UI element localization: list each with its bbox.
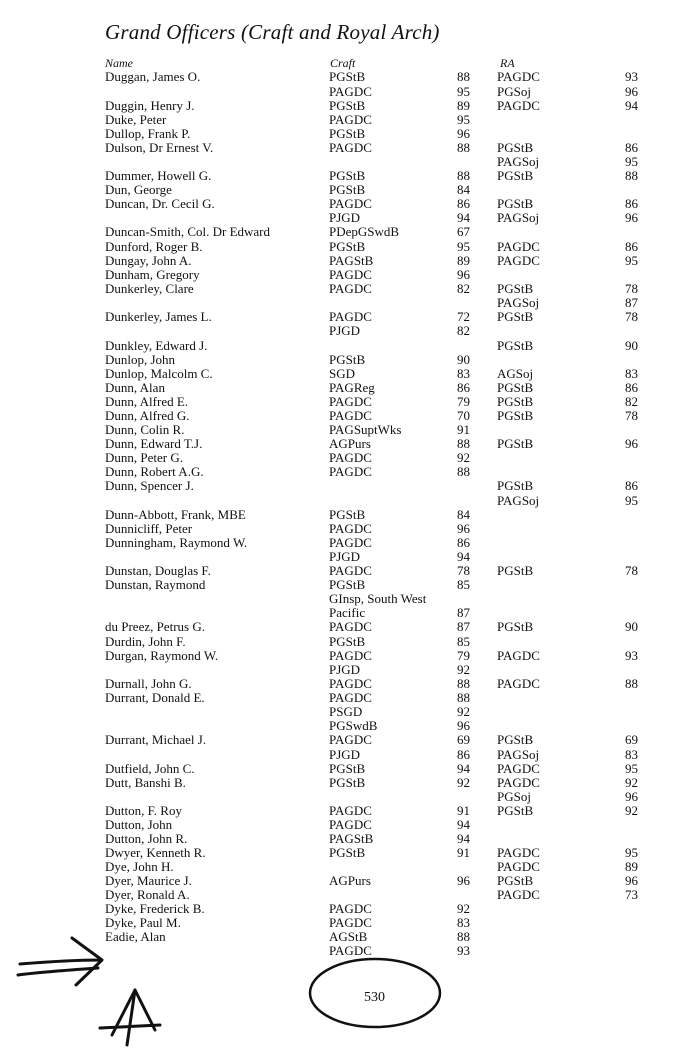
craft-rank: PAGDC bbox=[329, 450, 372, 465]
officer-name: Durdin, John F. bbox=[105, 634, 186, 649]
ra-year: 95 bbox=[625, 493, 638, 508]
craft-year: 91 bbox=[457, 845, 470, 860]
craft-rank: PAGSuptWks bbox=[329, 422, 402, 437]
officer-name: Dyke, Paul M. bbox=[105, 915, 181, 930]
ra-year: 95 bbox=[625, 845, 638, 860]
ra-year: 82 bbox=[625, 394, 638, 409]
craft-year: 95 bbox=[457, 239, 470, 254]
officer-name: Dye, John H. bbox=[105, 859, 174, 874]
craft-year: 91 bbox=[457, 422, 470, 437]
craft-year: 88 bbox=[457, 690, 470, 705]
officer-name: Dutt, Banshi B. bbox=[105, 775, 186, 790]
ra-year: 69 bbox=[625, 732, 638, 747]
ra-rank: PAGDC bbox=[497, 69, 540, 84]
ra-rank: PGStB bbox=[497, 619, 534, 634]
craft-rank: PAGDC bbox=[329, 803, 372, 818]
craft-rank: PGStB bbox=[329, 507, 366, 522]
officer-name: du Preez, Petrus G. bbox=[105, 619, 206, 634]
officer-name: Eadie, Alan bbox=[105, 929, 166, 944]
craft-rank: PAGDC bbox=[329, 648, 372, 663]
craft-year: 96 bbox=[457, 267, 470, 282]
ra-year: 86 bbox=[625, 239, 638, 254]
officer-name: Dyke, Frederick B. bbox=[105, 901, 205, 916]
ra-year: 96 bbox=[625, 210, 638, 225]
officer-name: Dyer, Maurice J. bbox=[105, 873, 192, 888]
officer-name: Dullop, Frank P. bbox=[105, 126, 191, 141]
craft-year: 93 bbox=[457, 943, 470, 958]
craft-rank: PAGDC bbox=[329, 732, 372, 747]
craft-year: 88 bbox=[457, 436, 470, 451]
ra-year: 86 bbox=[625, 380, 638, 395]
ra-year: 88 bbox=[625, 676, 638, 691]
officer-name: Dunstan, Raymond bbox=[105, 577, 206, 592]
craft-year: 95 bbox=[457, 112, 470, 127]
craft-year: 94 bbox=[457, 831, 470, 846]
craft-rank: PGStB bbox=[329, 182, 366, 197]
craft-rank: PAGDC bbox=[329, 943, 372, 958]
craft-rank: PAGDC bbox=[329, 915, 372, 930]
ra-year: 88 bbox=[625, 168, 638, 183]
ra-year: 92 bbox=[625, 803, 638, 818]
officer-name: Dunnicliff, Peter bbox=[105, 521, 193, 536]
page-title: Grand Officers (Craft and Royal Arch) bbox=[105, 20, 440, 44]
ra-rank: PGSoj bbox=[497, 84, 531, 99]
craft-rank: PGStB bbox=[329, 69, 366, 84]
craft-rank: PAGDC bbox=[329, 408, 372, 423]
craft-year: 88 bbox=[457, 168, 470, 183]
craft-year: 83 bbox=[457, 915, 470, 930]
ra-rank: PAGDC bbox=[497, 859, 540, 874]
officer-name: Dunkley, Edward J. bbox=[105, 338, 208, 353]
ra-year: 96 bbox=[625, 84, 638, 99]
craft-year: 78 bbox=[457, 563, 470, 578]
officer-name: Duke, Peter bbox=[105, 112, 167, 127]
ra-rank: PAGDC bbox=[497, 887, 540, 902]
craft-year: 92 bbox=[457, 662, 470, 677]
ra-year: 96 bbox=[625, 436, 638, 451]
craft-year: 85 bbox=[457, 634, 470, 649]
craft-rank: PAGDC bbox=[329, 521, 372, 536]
craft-year: 67 bbox=[457, 224, 470, 239]
craft-rank: SGD bbox=[329, 366, 356, 381]
craft-year: 70 bbox=[457, 408, 470, 423]
craft-rank: PGStB bbox=[329, 98, 366, 113]
officer-name: Dunn, Alfred G. bbox=[105, 408, 190, 423]
ra-rank: PGStB bbox=[497, 408, 534, 423]
craft-year: 88 bbox=[457, 676, 470, 691]
ra-column-header: RA bbox=[500, 56, 515, 70]
ra-year: 78 bbox=[625, 408, 638, 423]
craft-year: 96 bbox=[457, 521, 470, 536]
officer-name: Dunlop, John bbox=[105, 352, 176, 367]
ra-rank: PGStB bbox=[497, 168, 534, 183]
craft-year: 96 bbox=[457, 873, 470, 888]
craft-year: 86 bbox=[457, 380, 470, 395]
ra-rank: PGStB bbox=[497, 394, 534, 409]
craft-rank: AGPurs bbox=[329, 873, 371, 888]
craft-year: 96 bbox=[457, 718, 470, 733]
ra-rank: AGSoj bbox=[497, 366, 534, 381]
ra-rank: PAGSoj bbox=[497, 493, 540, 508]
ra-year: 83 bbox=[625, 747, 638, 762]
ra-year: 83 bbox=[625, 366, 638, 381]
craft-rank: PJGD bbox=[329, 210, 361, 225]
craft-year: 92 bbox=[457, 901, 470, 916]
ra-rank: PAGDC bbox=[497, 676, 540, 691]
ra-rank: PGStB bbox=[497, 873, 534, 888]
craft-rank: PSGD bbox=[329, 704, 363, 719]
officer-name: Dunkerley, Clare bbox=[105, 281, 194, 296]
craft-rank: PDepGSwdB bbox=[329, 224, 400, 239]
ra-rank: PAGDC bbox=[497, 775, 540, 790]
ra-year: 95 bbox=[625, 253, 638, 268]
officer-name: Dutton, John R. bbox=[105, 831, 188, 846]
ra-year: 86 bbox=[625, 478, 638, 493]
ra-rank: PGStB bbox=[497, 309, 534, 324]
craft-year: 87 bbox=[457, 619, 470, 634]
officer-name: Dungay, John A. bbox=[105, 253, 192, 268]
officer-name: Dunn, Peter G. bbox=[105, 450, 183, 465]
craft-year: 92 bbox=[457, 704, 470, 719]
craft-year: 94 bbox=[457, 761, 470, 776]
craft-rank: PAGDC bbox=[329, 112, 372, 127]
ra-rank: PAGSoj bbox=[497, 295, 540, 310]
craft-rank: PAGReg bbox=[329, 380, 375, 395]
craft-rank: PAGDC bbox=[329, 464, 372, 479]
craft-rank: PAGDC bbox=[329, 619, 372, 634]
craft-year: 94 bbox=[457, 210, 470, 225]
ra-year: 78 bbox=[625, 309, 638, 324]
craft-year: 82 bbox=[457, 281, 470, 296]
officer-name: Duggin, Henry J. bbox=[105, 98, 195, 113]
craft-rank: PAGStB bbox=[329, 831, 374, 846]
craft-rank: GInsp, South West bbox=[329, 591, 427, 606]
craft-year: 85 bbox=[457, 577, 470, 592]
craft-rank: PJGD bbox=[329, 549, 361, 564]
ra-rank: PAGSoj bbox=[497, 154, 540, 169]
ra-rank: PGStB bbox=[497, 140, 534, 155]
officer-name: Dunlop, Malcolm C. bbox=[105, 366, 213, 381]
ra-rank: PGStB bbox=[497, 436, 534, 451]
craft-year: 94 bbox=[457, 549, 470, 564]
craft-year: 87 bbox=[457, 605, 470, 620]
craft-rank: PJGD bbox=[329, 747, 361, 762]
officer-name: Duncan, Dr. Cecil G. bbox=[105, 196, 215, 211]
ra-rank: PGSoj bbox=[497, 789, 531, 804]
ra-rank: PAGDC bbox=[497, 98, 540, 113]
craft-rank: PAGDC bbox=[329, 267, 372, 282]
craft-year: 89 bbox=[457, 98, 470, 113]
ra-rank: PAGDC bbox=[497, 761, 540, 776]
craft-year: 82 bbox=[457, 323, 470, 338]
officer-name: Dutton, F. Roy bbox=[105, 803, 182, 818]
officer-name: Dunn-Abbott, Frank, MBE bbox=[105, 507, 246, 522]
craft-year: 84 bbox=[457, 507, 470, 522]
officer-name: Dulson, Dr Ernest V. bbox=[105, 140, 214, 155]
ra-year: 89 bbox=[625, 859, 638, 874]
ra-year: 95 bbox=[625, 154, 638, 169]
ra-rank: PGStB bbox=[497, 380, 534, 395]
craft-rank: PJGD bbox=[329, 662, 361, 677]
craft-year: 86 bbox=[457, 535, 470, 550]
ra-rank: PGStB bbox=[497, 338, 534, 353]
craft-rank: PAGDC bbox=[329, 84, 372, 99]
craft-year: 96 bbox=[457, 126, 470, 141]
officer-name: Dunford, Roger B. bbox=[105, 239, 203, 254]
craft-year: 86 bbox=[457, 196, 470, 211]
ra-year: 73 bbox=[625, 887, 638, 902]
officer-name: Dunn, Edward T.J. bbox=[105, 436, 203, 451]
craft-year: 79 bbox=[457, 394, 470, 409]
ra-rank: PGStB bbox=[497, 281, 534, 296]
ra-year: 90 bbox=[625, 619, 638, 634]
officer-name: Dyer, Ronald A. bbox=[105, 887, 190, 902]
page-number-circle bbox=[310, 959, 440, 1027]
craft-year: 88 bbox=[457, 140, 470, 155]
craft-year: 88 bbox=[457, 69, 470, 84]
craft-rank: PAGDC bbox=[329, 309, 372, 324]
craft-rank: AGStB bbox=[329, 929, 368, 944]
craft-year: 92 bbox=[457, 450, 470, 465]
ra-year: 94 bbox=[625, 98, 638, 113]
officer-name: Dunn, Colin R. bbox=[105, 422, 185, 437]
craft-rank: PAGDC bbox=[329, 690, 372, 705]
craft-rank: PGStB bbox=[329, 577, 366, 592]
ra-rank: PGStB bbox=[497, 803, 534, 818]
symbol-mark bbox=[100, 990, 160, 1045]
craft-rank: PGStB bbox=[329, 775, 366, 790]
craft-year: 90 bbox=[457, 352, 470, 367]
craft-year: 84 bbox=[457, 182, 470, 197]
ra-rank: PAGDC bbox=[497, 239, 540, 254]
ra-year: 90 bbox=[625, 338, 638, 353]
officer-name: Durgan, Raymond W. bbox=[105, 648, 219, 663]
officer-name: Dwyer, Kenneth R. bbox=[105, 845, 206, 860]
ra-year: 78 bbox=[625, 563, 638, 578]
craft-rank: PGStB bbox=[329, 352, 366, 367]
officer-name: Dunkerley, James L. bbox=[105, 309, 212, 324]
craft-column-header: Craft bbox=[330, 56, 356, 70]
craft-rank: PAGDC bbox=[329, 281, 372, 296]
craft-rank: PAGDC bbox=[329, 817, 372, 832]
ra-rank: PAGSoj bbox=[497, 210, 540, 225]
craft-year: 69 bbox=[457, 732, 470, 747]
officer-name: Dunn, Alan bbox=[105, 380, 165, 395]
craft-year: 79 bbox=[457, 648, 470, 663]
craft-year: 88 bbox=[457, 464, 470, 479]
ra-year: 93 bbox=[625, 648, 638, 663]
ra-rank: PGStB bbox=[497, 196, 534, 211]
officer-name: Dunham, Gregory bbox=[105, 267, 200, 282]
ra-rank: PAGDC bbox=[497, 648, 540, 663]
craft-year: 91 bbox=[457, 803, 470, 818]
officer-name: Dutton, John bbox=[105, 817, 173, 832]
officer-name: Dunn, Robert A.G. bbox=[105, 464, 204, 479]
craft-rank: PGStB bbox=[329, 168, 366, 183]
officer-name: Durrant, Donald E. bbox=[105, 690, 205, 705]
craft-rank: PAGDC bbox=[329, 394, 372, 409]
craft-year: 95 bbox=[457, 84, 470, 99]
ra-year: 86 bbox=[625, 140, 638, 155]
craft-rank: PGSwdB bbox=[329, 718, 378, 733]
officer-name: Dun, George bbox=[105, 182, 172, 197]
craft-rank: PGStB bbox=[329, 634, 366, 649]
craft-rank: PAGStB bbox=[329, 253, 374, 268]
ra-year: 96 bbox=[625, 789, 638, 804]
craft-rank: PAGDC bbox=[329, 676, 372, 691]
craft-rank: PGStB bbox=[329, 126, 366, 141]
craft-year: 89 bbox=[457, 253, 470, 268]
officer-name: Dunn, Alfred E. bbox=[105, 394, 189, 409]
craft-rank: PGStB bbox=[329, 761, 366, 776]
craft-rank: PAGDC bbox=[329, 535, 372, 550]
ra-rank: PAGDC bbox=[497, 845, 540, 860]
craft-rank: PJGD bbox=[329, 323, 361, 338]
ra-year: 96 bbox=[625, 873, 638, 888]
craft-rank: PAGDC bbox=[329, 563, 372, 578]
ra-rank: PGStB bbox=[497, 563, 534, 578]
ra-year: 86 bbox=[625, 196, 638, 211]
officer-name: Duggan, James O. bbox=[105, 69, 201, 84]
page-number: 530 bbox=[364, 990, 385, 1005]
ra-rank: PGStB bbox=[497, 478, 534, 493]
name-column-header: Name bbox=[105, 56, 133, 70]
craft-rank: AGPurs bbox=[329, 436, 371, 451]
officer-name: Dunn, Spencer J. bbox=[105, 478, 194, 493]
craft-year: 72 bbox=[457, 309, 470, 324]
ra-year: 93 bbox=[625, 69, 638, 84]
craft-year: 94 bbox=[457, 817, 470, 832]
officer-name: Dunningham, Raymond W. bbox=[105, 535, 248, 550]
craft-year: 92 bbox=[457, 775, 470, 790]
craft-rank: PAGDC bbox=[329, 901, 372, 916]
craft-year: 83 bbox=[457, 366, 470, 381]
officer-name: Dunstan, Douglas F. bbox=[105, 563, 211, 578]
craft-year: 88 bbox=[457, 929, 470, 944]
arrow-mark bbox=[20, 938, 102, 985]
craft-rank: PGStB bbox=[329, 239, 366, 254]
ra-year: 87 bbox=[625, 295, 638, 310]
ra-rank: PAGSoj bbox=[497, 747, 540, 762]
officer-name: Dummer, Howell G. bbox=[105, 168, 212, 183]
craft-rank: PGStB bbox=[329, 845, 366, 860]
craft-rank: PAGDC bbox=[329, 196, 372, 211]
ra-year: 92 bbox=[625, 775, 638, 790]
officer-name: Dutfield, John C. bbox=[105, 761, 195, 776]
ra-rank: PGStB bbox=[497, 732, 534, 747]
ra-rank: PAGDC bbox=[497, 253, 540, 268]
craft-year: 86 bbox=[457, 747, 470, 762]
officer-name: Durrant, Michael J. bbox=[105, 732, 207, 747]
craft-rank: Pacific bbox=[329, 605, 366, 620]
officer-name: Duncan-Smith, Col. Dr Edward bbox=[105, 224, 271, 239]
officer-name: Durnall, John G. bbox=[105, 676, 192, 691]
ra-year: 78 bbox=[625, 281, 638, 296]
ra-year: 95 bbox=[625, 761, 638, 776]
craft-rank: PAGDC bbox=[329, 140, 372, 155]
